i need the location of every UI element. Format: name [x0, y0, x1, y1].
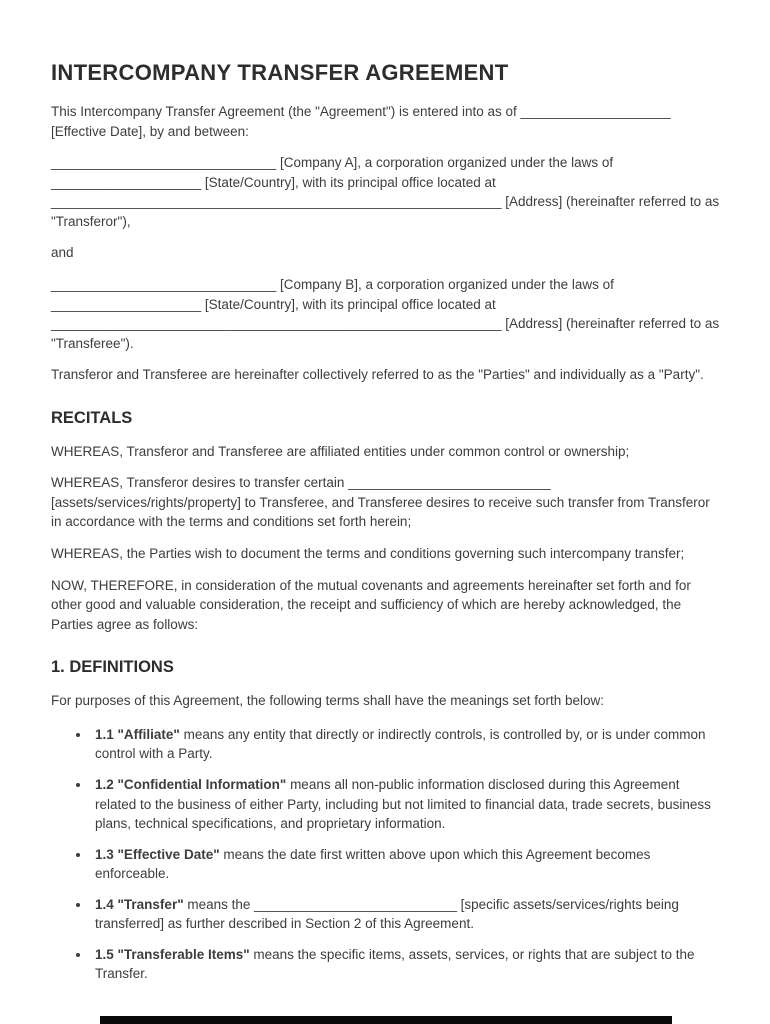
definition-term: 1.2 "Confidential Information": [95, 776, 287, 792]
page-bottom-bar: [100, 1016, 672, 1024]
definition-text: means any entity that directly or indirectly controls, is controlled by, or is under common control with a Party.: [95, 726, 706, 762]
definition-text: means the ___________________________ [specific assets/services/rights being transferred] as further described in Section 2 of this Agreement.: [95, 896, 679, 932]
recital-paragraph-1: WHEREAS, Transferor and Transferee are affiliated entities under common control or ownership;: [51, 443, 630, 459]
company-a-paragraph: ______________________________ [Company A], a corporation organized under the laws of ____________________ [State/Country], with its principal office located at ____________________________________________________________ [Address] (hereinafter referred to as "Transferor"),: [51, 155, 720, 229]
definition-item-effective-date: [91, 845, 720, 884]
definition-term: 1.4 "Transfer": [95, 896, 184, 912]
definition-term: 1.5 "Transferable Items": [95, 946, 250, 962]
and-connector: and: [51, 245, 74, 261]
company-b-paragraph: ______________________________ [Company B], a corporation organized under the laws of ____________________ [State/Country], with its principal office located at ____________________________________________________________ [Address] (hereinafter referred to as "Transferee").: [51, 276, 720, 351]
definition-term: 1.1 "Affiliate": [95, 726, 180, 742]
definition-text: means all non-public information disclosed during this Agreement related to the business of either Party, including but not limited to financial data, trade secrets, business plans, technical specifications, and proprietary information.: [95, 776, 711, 832]
definition-term: 1.3 "Effective Date": [95, 846, 220, 862]
intro-paragraph: This Intercompany Transfer Agreement (the "Agreement") is entered into as of ____________________ [Effective Date], by and between:: [51, 104, 671, 139]
definition-text: means the date first written above upon which this Agreement becomes enforceable.: [95, 846, 651, 882]
definition-item-transferable-items: [91, 945, 720, 984]
definition-item-transfer: [91, 895, 720, 934]
recitals-heading: RECITALS: [51, 408, 133, 427]
definition-item-confidential-information: [91, 775, 720, 834]
definitions-list: [51, 725, 720, 984]
recital-paragraph-3: WHEREAS, the Parties wish to document the terms and conditions governing such intercompany transfer;: [51, 546, 685, 561]
recital-paragraph-2: WHEREAS, Transferor desires to transfer certain ___________________________ [assets/services/rights/property] to Transferee, and Transferee desires to receive such transfer from Transferor in accordance with the terms and conditions set forth herein;: [51, 475, 710, 530]
page-title: INTERCOMPANY TRANSFER AGREEMENT: [51, 60, 509, 85]
definition-text: means the specific items, assets, services, or rights that are subject to the Transfer.: [95, 946, 695, 982]
parties-paragraph: Transferor and Transferee are hereinafter collectively referred to as the "Parties" and individually as a "Party".: [51, 367, 704, 383]
definitions-heading: 1. DEFINITIONS: [51, 658, 174, 677]
recital-paragraph-4: NOW, THEREFORE, in consideration of the mutual covenants and agreements hereinafter set forth and for other good and valuable consideration, the receipt and sufficiency of which are hereby acknowledged, the Parties agree as follows:: [51, 577, 691, 632]
definition-item-affiliate: [91, 725, 720, 764]
definitions-intro: For purposes of this Agreement, the following terms shall have the meanings set forth below:: [51, 693, 605, 709]
